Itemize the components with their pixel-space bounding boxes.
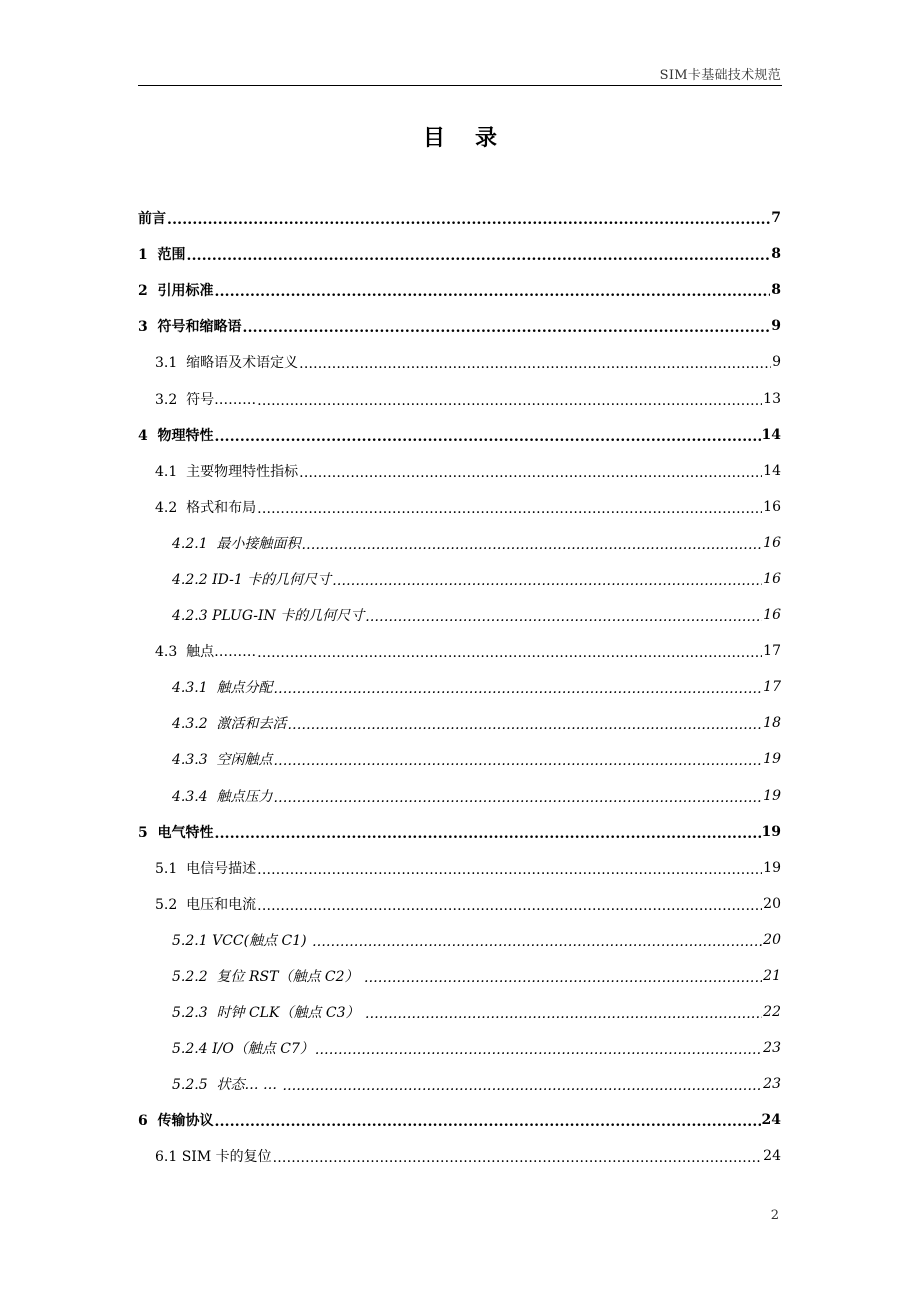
toc-entry-page: 16 (763, 570, 781, 587)
toc-entry-page: 14 (763, 462, 781, 479)
toc-entry[interactable] (138, 1030, 781, 1066)
toc-entry-page: 8 (771, 246, 781, 263)
toc-dot-leader (364, 970, 762, 986)
toc-entry-page: 19 (763, 859, 781, 876)
toc-dot-leader (365, 1006, 762, 1022)
toc-entry-page: 16 (763, 534, 781, 551)
toc-entry-label: 5.2.5 状态… … (172, 1077, 282, 1094)
toc-dot-leader (257, 898, 762, 914)
toc-entry[interactable] (138, 741, 781, 777)
toc-entry[interactable] (138, 922, 781, 958)
toc-entry-page: 19 (761, 823, 781, 840)
toc-entry[interactable] (138, 633, 781, 669)
toc-entry[interactable] (138, 380, 781, 416)
toc-entry[interactable] (138, 994, 781, 1030)
toc-dot-leader (299, 356, 771, 372)
toc-dot-leader (299, 465, 762, 481)
toc-dot-leader (315, 1042, 762, 1058)
toc-entry[interactable] (138, 200, 781, 236)
toc-dot-leader (257, 862, 762, 878)
toc-entry[interactable] (138, 778, 781, 814)
toc-entry-label: 3.1 缩略语及术语定义 (155, 355, 299, 372)
table-of-contents (138, 200, 781, 1175)
toc-entry-label: 2 引用标准 (138, 283, 214, 300)
toc-entry-page: 20 (763, 895, 781, 912)
toc-entry-page: 17 (763, 643, 781, 660)
toc-entry[interactable] (138, 814, 781, 850)
toc-entry-label: 5.2 电压和电流 (155, 896, 257, 913)
toc-dot-leader (288, 717, 763, 733)
toc-entry[interactable] (138, 958, 781, 994)
toc-entry-page: 13 (763, 390, 781, 407)
toc-dot-leader (312, 934, 762, 950)
toc-entry[interactable] (138, 705, 781, 741)
toc-entry-label: 5.1 电信号描述 (155, 860, 257, 877)
page-number: 2 (770, 1208, 779, 1223)
toc-entry[interactable] (138, 850, 781, 886)
toc-entry-label: 前言 (138, 211, 166, 228)
toc-entry-label: 1 范围 (138, 247, 186, 264)
toc-entry-page: 24 (763, 1148, 781, 1165)
toc-entry[interactable] (138, 489, 781, 525)
toc-entry-page: 7 (771, 210, 781, 227)
toc-entry-label: 5 电气特性 (138, 824, 214, 841)
toc-entry-label: 4.3.1 触点分配 (172, 680, 273, 697)
toc-entry-page: 20 (763, 931, 781, 948)
toc-entry[interactable] (138, 272, 781, 308)
toc-dot-leader (332, 573, 762, 589)
toc-dot-leader (257, 393, 762, 409)
toc-entry[interactable] (138, 1066, 781, 1102)
page-title: 目录 (422, 125, 527, 151)
toc-entry[interactable] (138, 236, 781, 272)
toc-entry-page: 14 (761, 426, 781, 443)
toc-entry-label: 5.2.1 VCC(触点 C1) (172, 932, 312, 949)
header-divider (138, 85, 782, 86)
toc-entry[interactable] (138, 1138, 781, 1174)
toc-entry[interactable] (138, 597, 781, 633)
toc-dot-leader (257, 645, 762, 661)
toc-dot-leader (282, 1078, 762, 1094)
toc-entry-label: 5.2.3 时钟 CLK（触点 C3） (172, 1005, 364, 1022)
toc-entry-label: 6.1 SIM 卡的复位 (155, 1149, 272, 1166)
toc-dot-leader (274, 790, 763, 806)
toc-entry[interactable] (138, 344, 781, 380)
toc-entry-page: 22 (763, 1004, 781, 1021)
toc-entry[interactable] (138, 453, 781, 489)
toc-entry-page: 18 (763, 715, 781, 732)
toc-entry-page: 16 (763, 607, 781, 624)
toc-entry-page: 9 (771, 318, 781, 335)
toc-entry-label: 4.3 触点……… (155, 644, 257, 661)
toc-entry-label: 4.3.3 空闲触点 (172, 752, 273, 769)
toc-entry-label: 4.3.2 激活和去活 (172, 716, 287, 733)
toc-dot-leader (215, 1114, 761, 1130)
toc-entry[interactable] (138, 669, 781, 705)
toc-entry-label: 4.2.3 PLUG-IN 卡的几何尺寸 (172, 608, 365, 625)
toc-entry-label: 4 物理特性 (138, 427, 214, 444)
toc-entry-page: 21 (763, 968, 781, 985)
toc-dot-leader (257, 501, 762, 517)
toc-entry-page: 24 (761, 1112, 781, 1129)
toc-entry-label: 4.2 格式和布局 (155, 499, 257, 516)
toc-entry-page: 9 (772, 354, 781, 371)
toc-dot-leader (273, 1150, 763, 1166)
toc-entry-page: 23 (763, 1076, 781, 1093)
toc-entry-label: 4.2.1 最小接触面积 (172, 535, 301, 552)
toc-dot-leader (302, 537, 763, 553)
toc-entry-label: 5.2.4 I/O（触点 C7） (172, 1041, 314, 1058)
toc-dot-leader (187, 248, 771, 264)
toc-entry-label: 6 传输协议 (138, 1113, 214, 1130)
toc-entry[interactable] (138, 886, 781, 922)
toc-dot-leader (215, 284, 771, 300)
toc-entry-label: 3.2 符号……… (155, 391, 257, 408)
toc-entry[interactable] (138, 308, 781, 344)
toc-entry[interactable] (138, 1102, 781, 1138)
toc-dot-leader (215, 826, 761, 842)
toc-entry-page: 16 (763, 498, 781, 515)
toc-entry-label: 4.3.4 触点压力 (172, 788, 273, 805)
toc-dot-leader (167, 212, 770, 228)
toc-entry-page: 23 (763, 1040, 781, 1057)
toc-entry-label: 4.2.2 ID-1 卡的几何尺寸 (172, 571, 332, 588)
toc-dot-leader (365, 609, 762, 625)
toc-entry[interactable] (138, 525, 781, 561)
toc-dot-leader (274, 753, 763, 769)
toc-entry-label: 3 符号和缩略语 (138, 319, 242, 336)
toc-entry-page: 19 (763, 787, 781, 804)
toc-dot-leader (274, 681, 763, 697)
toc-entry-page: 17 (763, 679, 781, 696)
toc-dot-leader (243, 320, 771, 336)
toc-entry-label: 4.1 主要物理特性指标 (155, 463, 299, 480)
toc-entry[interactable] (138, 561, 781, 597)
toc-entry-page: 8 (771, 282, 781, 299)
running-header: SIM卡基础技术规范 (659, 68, 781, 83)
toc-dot-leader (215, 429, 761, 445)
toc-entry-label: 5.2.2 复位 RST（触点 C2） (172, 969, 363, 986)
toc-entry[interactable] (138, 417, 781, 453)
toc-entry-page: 19 (763, 751, 781, 768)
